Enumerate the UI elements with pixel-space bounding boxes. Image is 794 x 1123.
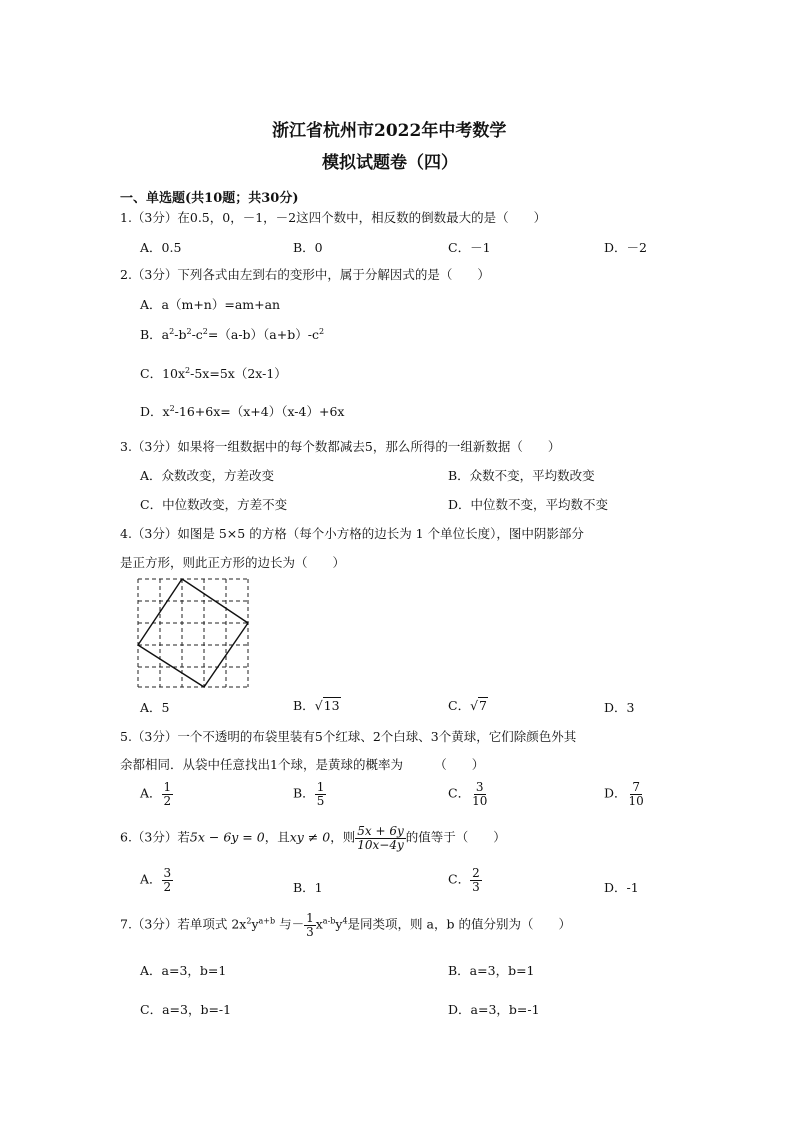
- q6-option-a: A． $\frac{3}{2}$: [140, 866, 172, 894]
- question-3-stem: 3.（3分）如果将一组数据中的每个数都减去5，那么所得的一组新数据（ ）: [120, 439, 561, 454]
- q2-option-c: C．$10x^2-5x=5x(2x-1)$: [140, 365, 287, 381]
- q5-option-c: C． $\frac{3}{10}$: [448, 780, 488, 808]
- q3-option-d: D．中位数不变，平均数不变: [448, 497, 609, 512]
- q1-option-d: D．－2: [604, 240, 647, 255]
- question-4-stem-line2: 是正方形，则此正方形的边长为（ ）: [120, 555, 346, 570]
- question-5-stem-line1: 5.（3分）一个不透明的布袋里装有5个红球、2个白球、3个黄球，它们除颜色外其: [120, 729, 577, 744]
- page-subtitle: 模拟试题卷（四）: [322, 153, 458, 173]
- q1-option-a: A．0.5: [140, 240, 182, 255]
- question-2-stem: 2.（3分）下列各式由左到右的变形中，属于分解因式的是（ ）: [120, 267, 490, 282]
- q7-option-c: C．a=3，b=-1: [140, 1002, 232, 1017]
- q1-option-c: C．－1: [448, 240, 491, 255]
- question-1-stem: 1.（3分）在0.5，0，－1，－2这四个数中，相反数的倒数最大的是（ ）: [120, 210, 547, 225]
- q6-option-b: B．1: [293, 880, 323, 895]
- q4-option-b: B．√13: [293, 698, 340, 713]
- q7-option-a: A．a=3，b=1: [140, 963, 227, 978]
- q4-option-c: C．√7: [448, 698, 487, 713]
- section-heading: 一、单选题(共10题；共30分): [120, 191, 299, 206]
- q7-option-b: B．a=3，b=1: [448, 963, 535, 978]
- q5-option-d: D． $\frac{7}{10}$: [604, 780, 644, 808]
- q1-option-b: B．0: [293, 240, 323, 255]
- page-title: 浙江省杭州市2022年中考数学: [272, 121, 507, 141]
- q5-option-b: B． $\frac{1}{5}$: [293, 780, 325, 808]
- grid-figure: [136, 577, 250, 689]
- q5-option-a: A． $\frac{1}{2}$: [140, 780, 172, 808]
- q6-option-d: D．-1: [604, 880, 639, 895]
- q2-option-b: B．$a^2-b^2-c^2=(a-b)(a+b)-c^2$: [140, 326, 325, 342]
- question-6-stem: 6.（3分）若5x − 6y = 0，且xy ≠ 0，则 $\frac{5x + 6y}{10x-4y}$ 的值等于（ ）: [120, 824, 506, 852]
- question-4-stem-line1: 4.（3分）如图是 5×5 的方格（每个小方格的边长为 1 个单位长度），图中阴影部分: [120, 526, 584, 541]
- q3-option-a: A．众数改变，方差改变: [140, 468, 275, 483]
- q3-option-b: B．众数不变，平均数改变: [448, 468, 595, 483]
- q3-option-c: C．中位数改变，方差不变: [140, 497, 288, 512]
- q2-option-d: D．$x^2-16+6x=(x+4)(x-4)+6x$: [140, 403, 345, 419]
- question-5-stem-line2: 余都相同．从袋中任意找出1个球，是黄球的概率为 （ ）: [120, 757, 485, 772]
- inner-square: [138, 579, 248, 687]
- q4-option-d: D．3: [604, 700, 635, 715]
- q4-option-a: A．5: [140, 700, 170, 715]
- q7-option-d: D．a=3，b=-1: [448, 1002, 540, 1017]
- q2-option-a: A．a（m+n）=am+an: [140, 297, 281, 312]
- q6-option-c: C． $\frac{2}{3}$: [448, 866, 480, 894]
- question-7-stem: 7.（3分）若单项式 $2x^2y^{a+b}$ 与－ $\frac{1}{3}$ $x^{a-b}y^4$是同类项，则 a，b 的值分别为（ ）: [120, 911, 571, 939]
